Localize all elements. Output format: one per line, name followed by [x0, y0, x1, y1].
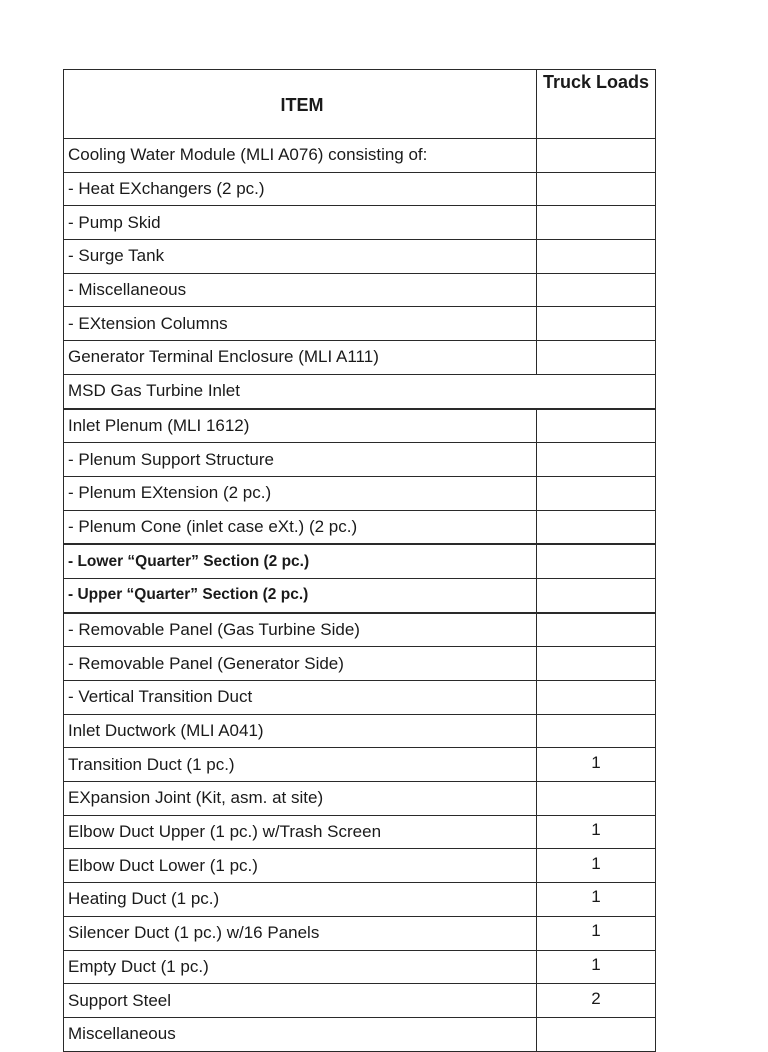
item-cell: - EXtension Columns: [64, 307, 537, 341]
item-cell: - Vertical Transition Duct: [64, 681, 537, 715]
item-cell: Elbow Duct Upper (1 pc.) w/Trash Screen: [64, 815, 537, 849]
table-row: [64, 647, 656, 681]
truck-loads-table: [63, 69, 656, 1052]
item-cell: Elbow Duct Lower (1 pc.): [64, 849, 537, 883]
table-row: [64, 578, 656, 612]
truck-loads-cell: [537, 139, 656, 173]
table-row: [64, 613, 656, 647]
truck-loads-cell: [537, 681, 656, 715]
table-row: [64, 883, 656, 917]
item-cell: - Heat EXchangers (2 pc.): [64, 172, 537, 206]
table-row: [64, 984, 656, 1018]
item-cell: Empty Duct (1 pc.): [64, 950, 537, 984]
truck-loads-cell: 1: [537, 748, 656, 782]
item-cell: Inlet Ductwork (MLI A041): [64, 714, 537, 748]
truck-loads-cell: 1: [537, 883, 656, 917]
item-cell: Miscellaneous: [64, 1017, 537, 1051]
table-row: [64, 681, 656, 715]
table-row: [64, 815, 656, 849]
table-row: [64, 1017, 656, 1051]
section-heading-cell: MSD Gas Turbine Inlet: [64, 374, 537, 408]
table-row: [64, 273, 656, 307]
truck-loads-cell: [537, 578, 656, 612]
item-cell: - Upper “Quarter” Section (2 pc.): [64, 578, 537, 612]
truck-loads-cell: [537, 409, 656, 443]
item-cell: - Surge Tank: [64, 240, 537, 274]
table-row: [64, 510, 656, 544]
item-cell: - Plenum EXtension (2 pc.): [64, 476, 537, 510]
truck-loads-cell: [537, 341, 656, 375]
table-row: [64, 374, 656, 408]
table-row: [64, 782, 656, 816]
table-row: [64, 139, 656, 173]
item-cell: - Plenum Support Structure: [64, 443, 537, 477]
item-cell: - Removable Panel (Generator Side): [64, 647, 537, 681]
item-cell: Transition Duct (1 pc.): [64, 748, 537, 782]
table-row: [64, 476, 656, 510]
truck-loads-cell: [537, 544, 656, 578]
table-row: [64, 748, 656, 782]
table-row: [64, 206, 656, 240]
table-row: [64, 307, 656, 341]
truck-loads-column-header: Truck Loads: [537, 70, 656, 139]
table-row: [64, 443, 656, 477]
item-cell: - Lower “Quarter” Section (2 pc.): [64, 544, 537, 578]
truck-loads-cell: [537, 240, 656, 274]
truck-loads-cell: [537, 374, 656, 408]
truck-loads-cell: [537, 510, 656, 544]
truck-loads-cell: [537, 273, 656, 307]
item-cell: - Plenum Cone (inlet case eXt.) (2 pc.): [64, 510, 537, 544]
table-row: [64, 714, 656, 748]
item-cell: Generator Terminal Enclosure (MLI A111): [64, 341, 537, 375]
table-row: [64, 172, 656, 206]
item-cell: Support Steel: [64, 984, 537, 1018]
truck-loads-cell: [537, 307, 656, 341]
truck-loads-cell: [537, 647, 656, 681]
truck-loads-cell: [537, 1017, 656, 1051]
item-cell: Heating Duct (1 pc.): [64, 883, 537, 917]
item-cell: - Pump Skid: [64, 206, 537, 240]
table-row: [64, 240, 656, 274]
truck-loads-cell: 1: [537, 849, 656, 883]
truck-loads-cell: [537, 443, 656, 477]
truck-loads-cell: 1: [537, 815, 656, 849]
item-cell: EXpansion Joint (Kit, asm. at site): [64, 782, 537, 816]
item-cell: - Miscellaneous: [64, 273, 537, 307]
table-header-row: [64, 70, 656, 139]
truck-loads-cell: [537, 476, 656, 510]
item-cell: Inlet Plenum (MLI 1612): [64, 409, 537, 443]
truck-loads-cell: 2: [537, 984, 656, 1018]
table-row: [64, 916, 656, 950]
table-row: [64, 409, 656, 443]
table-row: [64, 849, 656, 883]
truck-loads-cell: [537, 714, 656, 748]
truck-loads-cell: [537, 782, 656, 816]
truck-loads-cell: [537, 206, 656, 240]
table-row: [64, 544, 656, 578]
table-row: [64, 950, 656, 984]
item-cell: Silencer Duct (1 pc.) w/16 Panels: [64, 916, 537, 950]
item-cell: Cooling Water Module (MLI A076) consisting of:: [64, 139, 537, 173]
truck-loads-cell: 1: [537, 950, 656, 984]
item-cell: - Removable Panel (Gas Turbine Side): [64, 613, 537, 647]
truck-loads-cell: [537, 613, 656, 647]
table-row: [64, 341, 656, 375]
truck-loads-cell: [537, 172, 656, 206]
item-column-header: ITEM: [64, 70, 537, 139]
truck-loads-cell: 1: [537, 916, 656, 950]
